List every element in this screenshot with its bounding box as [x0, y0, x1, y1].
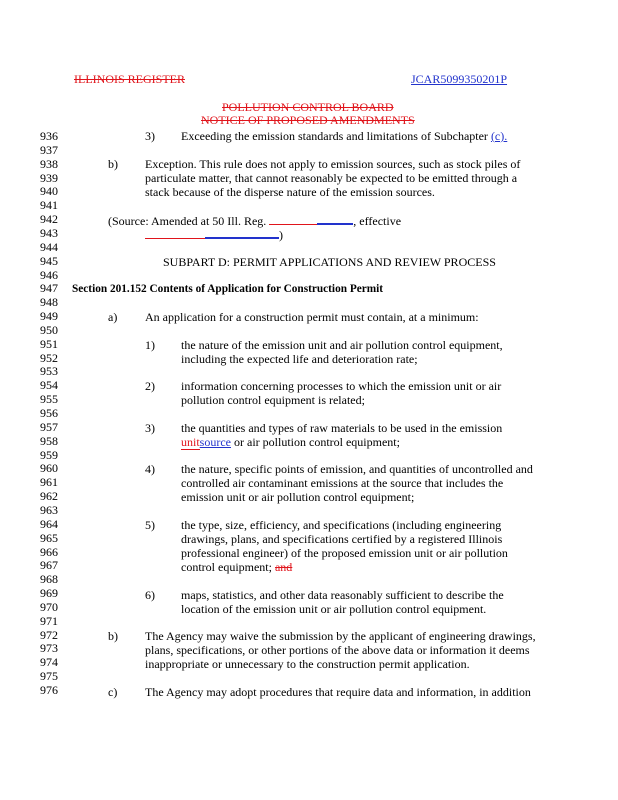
list-marker: b) [108, 629, 118, 643]
deleted-word-source: source [199, 435, 231, 449]
inserted-blank [317, 213, 353, 225]
source-close: ) [279, 228, 283, 242]
source-note-line2 [145, 227, 283, 242]
line-number: 973 [40, 641, 58, 656]
line-number: 953 [40, 364, 58, 379]
line-number: 954 [40, 378, 58, 393]
item-text: Exceeding the emission standards and limitations of Subchapter [181, 129, 488, 143]
line-number: 967 [40, 558, 58, 573]
subpart-title: SUBPART D: PERMIT APPLICATIONS AND REVIEW PROCESS [163, 255, 496, 269]
paragraph-line: stack because of the disperse nature of the emission sources. [145, 185, 435, 199]
paragraph-line: The Agency may adopt procedures that require data and information, in addition [145, 685, 531, 699]
line-number: 938 [40, 156, 58, 171]
line-number: 976 [40, 683, 58, 697]
line-number: 975 [40, 669, 58, 684]
paragraph-line: the quantities and types of raw materials to be used in the emission [181, 421, 503, 435]
line-number: 961 [40, 475, 58, 490]
line-number: 942 [40, 212, 58, 227]
paragraph-line: plans, specifications, or other portions of the above data or information it deems [145, 643, 530, 657]
paragraph-line: The Agency may waive the submission by the applicant of engineering drawings, [145, 629, 536, 643]
paragraph-line: inappropriate or unnecessary to the construction permit application. [145, 657, 470, 671]
line-number: 957 [40, 419, 58, 434]
line-number: 971 [40, 613, 58, 628]
paragraph-line: controlled air contaminant emissions at the source that includes the [181, 476, 504, 490]
paragraph-line [181, 435, 400, 449]
section-heading: Section 201.152 Contents of Application for Construction Permit [72, 283, 384, 295]
paragraph-line: pollution control equipment is related; [181, 393, 365, 407]
source-note [108, 213, 401, 228]
line-number: 962 [40, 489, 58, 504]
paragraph-line: maps, statistics, and other data reasonably sufficient to describe the [181, 588, 504, 602]
line-number: 958 [40, 433, 58, 448]
register-title: ILLINOIS REGISTER [74, 72, 185, 86]
paragraph-line: including the expected life and deterioration rate; [181, 352, 418, 366]
line-number: 943 [40, 225, 58, 240]
paragraph-line: the nature, specific points of emission, and quantities of uncontrolled and [181, 462, 533, 476]
line-number: 970 [40, 599, 58, 614]
paragraph-line [181, 560, 292, 574]
deleted-word-and: and [274, 560, 293, 574]
line-number: 947 [40, 281, 58, 296]
line-text: control equipment; [181, 560, 272, 574]
notice-title: NOTICE OF PROPOSED AMENDMENTS [201, 113, 415, 127]
jcar-code: JCAR5099350201P [411, 72, 508, 86]
list-marker: 6) [145, 588, 155, 602]
line-number: 948 [40, 295, 58, 310]
line-number: 945 [40, 253, 58, 268]
deleted-blank [269, 214, 317, 225]
line-number: 964 [40, 516, 58, 531]
line-number: 952 [40, 350, 58, 365]
paragraph-line: professional engineer) of the proposed emission unit or air pollution [181, 546, 508, 560]
paragraph-line: emission unit or air pollution control equipment; [181, 490, 415, 504]
line-number: 963 [40, 502, 58, 517]
source-effective: , effective [353, 214, 402, 228]
list-marker: 3) [145, 421, 155, 435]
source-text: (Source: Amended at 50 Ill. Reg. [108, 214, 267, 228]
line-number: 941 [40, 198, 58, 213]
line-number: 968 [40, 572, 58, 587]
line-number: 939 [40, 170, 58, 185]
line-number: 956 [40, 406, 58, 420]
line-number: 936 [40, 129, 58, 143]
list-marker: c) [108, 685, 118, 699]
paragraph-line: drawings, plans, and specifications certified by a registered Illinois [181, 532, 503, 546]
list-marker: a) [108, 310, 118, 324]
line-number: 940 [40, 184, 58, 199]
list-marker: 2) [145, 379, 155, 393]
line-number: 966 [40, 544, 58, 559]
inserted-blank [205, 227, 279, 239]
list-item [181, 129, 507, 143]
list-marker: 4) [145, 462, 155, 476]
line-number: 969 [40, 586, 58, 600]
line-number: 951 [40, 336, 58, 351]
paragraph-line: particulate matter, that cannot reasonably be expected to be emitted through a [145, 171, 518, 185]
line-number: 974 [40, 655, 58, 670]
line-number: 959 [40, 447, 58, 462]
subchapter-ref: (c). [490, 129, 508, 143]
list-marker: b) [108, 157, 118, 171]
line-number: 949 [40, 309, 58, 323]
paragraph-line: An application for a construction permit must contain, at a minimum: [145, 310, 479, 324]
inserted-word-unit: unit [181, 435, 200, 449]
line-number: 965 [40, 530, 58, 545]
list-marker: 1) [145, 338, 155, 352]
paragraph-line: information concerning processes to which the emission unit or air [181, 379, 502, 393]
line-number: 950 [40, 322, 58, 337]
line-number: 937 [40, 142, 58, 157]
line-number: 946 [40, 267, 58, 282]
list-marker: 5) [145, 518, 155, 532]
deleted-blank [145, 228, 205, 239]
board-title: POLLUTION CONTROL BOARD [222, 100, 394, 114]
paragraph-line: the type, size, efficiency, and specifications (including engineering [181, 518, 502, 532]
line-number: 972 [40, 627, 58, 642]
list-marker: 3) [145, 129, 155, 143]
line-number: 955 [40, 392, 58, 407]
paragraph-line: Exception. This rule does not apply to emission sources, such as stock piles of [145, 157, 521, 171]
line-number: 944 [40, 239, 58, 254]
line-rest: or air pollution control equipment; [231, 435, 400, 449]
line-number: 960 [40, 461, 58, 476]
paragraph-line: location of the emission unit or air pollution control equipment. [181, 602, 487, 616]
paragraph-line: the nature of the emission unit and air pollution control equipment, [181, 338, 503, 352]
